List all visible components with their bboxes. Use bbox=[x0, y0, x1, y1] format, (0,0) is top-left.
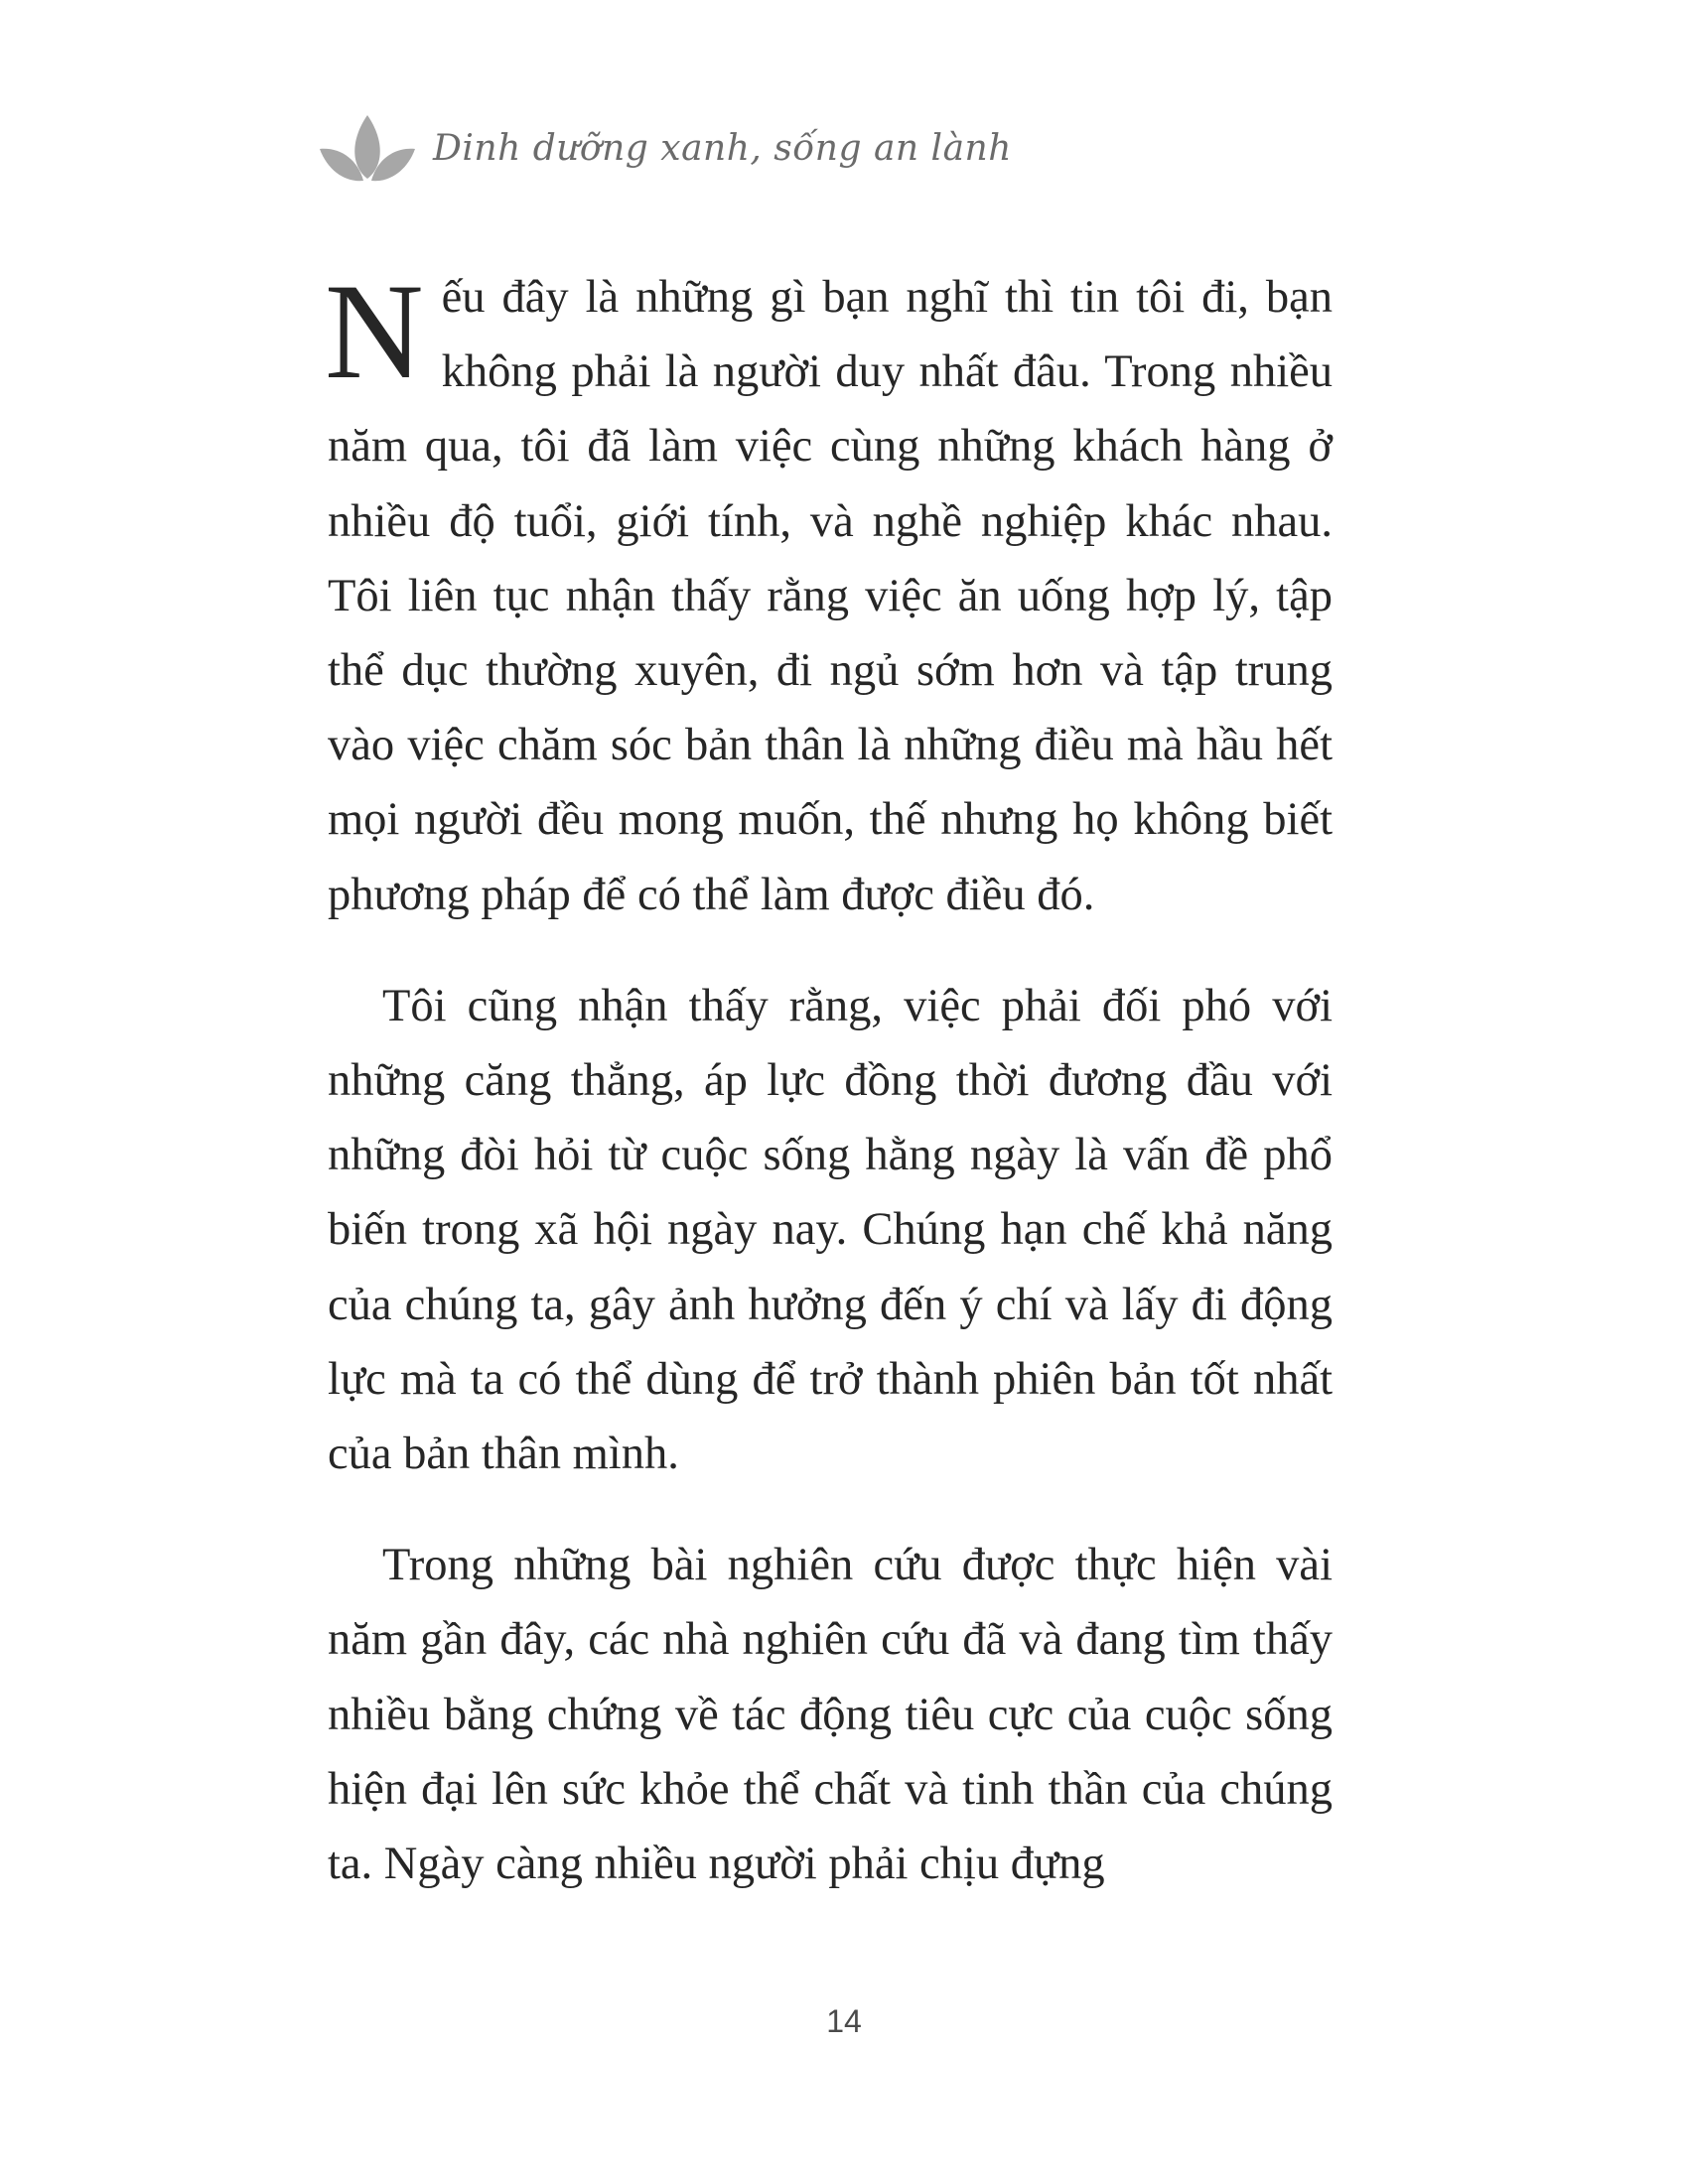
leaf-logo-icon bbox=[316, 109, 419, 187]
running-header bbox=[316, 103, 1110, 193]
paragraph-2: Tôi cũng nhận thấy rằng, việc phải đối phó với những căng thẳng, áp lực đồng thời đương đầu với những đòi hỏi từ cuộc sống hằng ngày là vấn đề phổ biến trong xã hội ngày nay. Chúng hạn chế khả năng của chúng ta, gây ảnh hưởng đến ý chí và lấy đi động lực mà ta có thể dùng để trở thành phiên bản tốt nhất của bản thân mình. bbox=[328, 980, 1333, 1480]
paragraph-1-text: ếu đây là những gì bạn nghĩ thì tin tôi đi, bạn không phải là người duy nhất đâu. Trong nhiều năm qua, tôi đã làm việc cùng những khách hàng ở nhiều độ tuổi, giới tính, và nghề nghiệp khác nhau. Tôi liên tục nhận thấy rằng việc ăn uống hợp lý, tập thể dục thường xuyên, đi ngủ sớm hơn và tập trung vào việc chăm sóc bản thân là những điều mà hầu hết mọi người đều mong muốn, thế nhưng họ không biết phương pháp để có thể làm được điều đó. bbox=[328, 272, 1333, 920]
running-header-title: Dinh dưỡng xanh, sống an lành bbox=[433, 127, 1012, 169]
body-text bbox=[325, 255, 1333, 1938]
paragraph-1 bbox=[325, 255, 1333, 932]
page-number: 14 bbox=[826, 2003, 862, 2039]
paragraph-3: Trong những bài nghiên cứu được thực hiện vài năm gần đây, các nhà nghiên cứu đã và đang tìm thấy nhiều bằng chứng về tác động tiêu cực của cuộc sống hiện đại lên sức khỏe thể chất và tinh thần của chúng ta. Ngày càng nhiều người phải chịu đựng bbox=[328, 1540, 1333, 1890]
drop-cap: N bbox=[325, 255, 424, 407]
